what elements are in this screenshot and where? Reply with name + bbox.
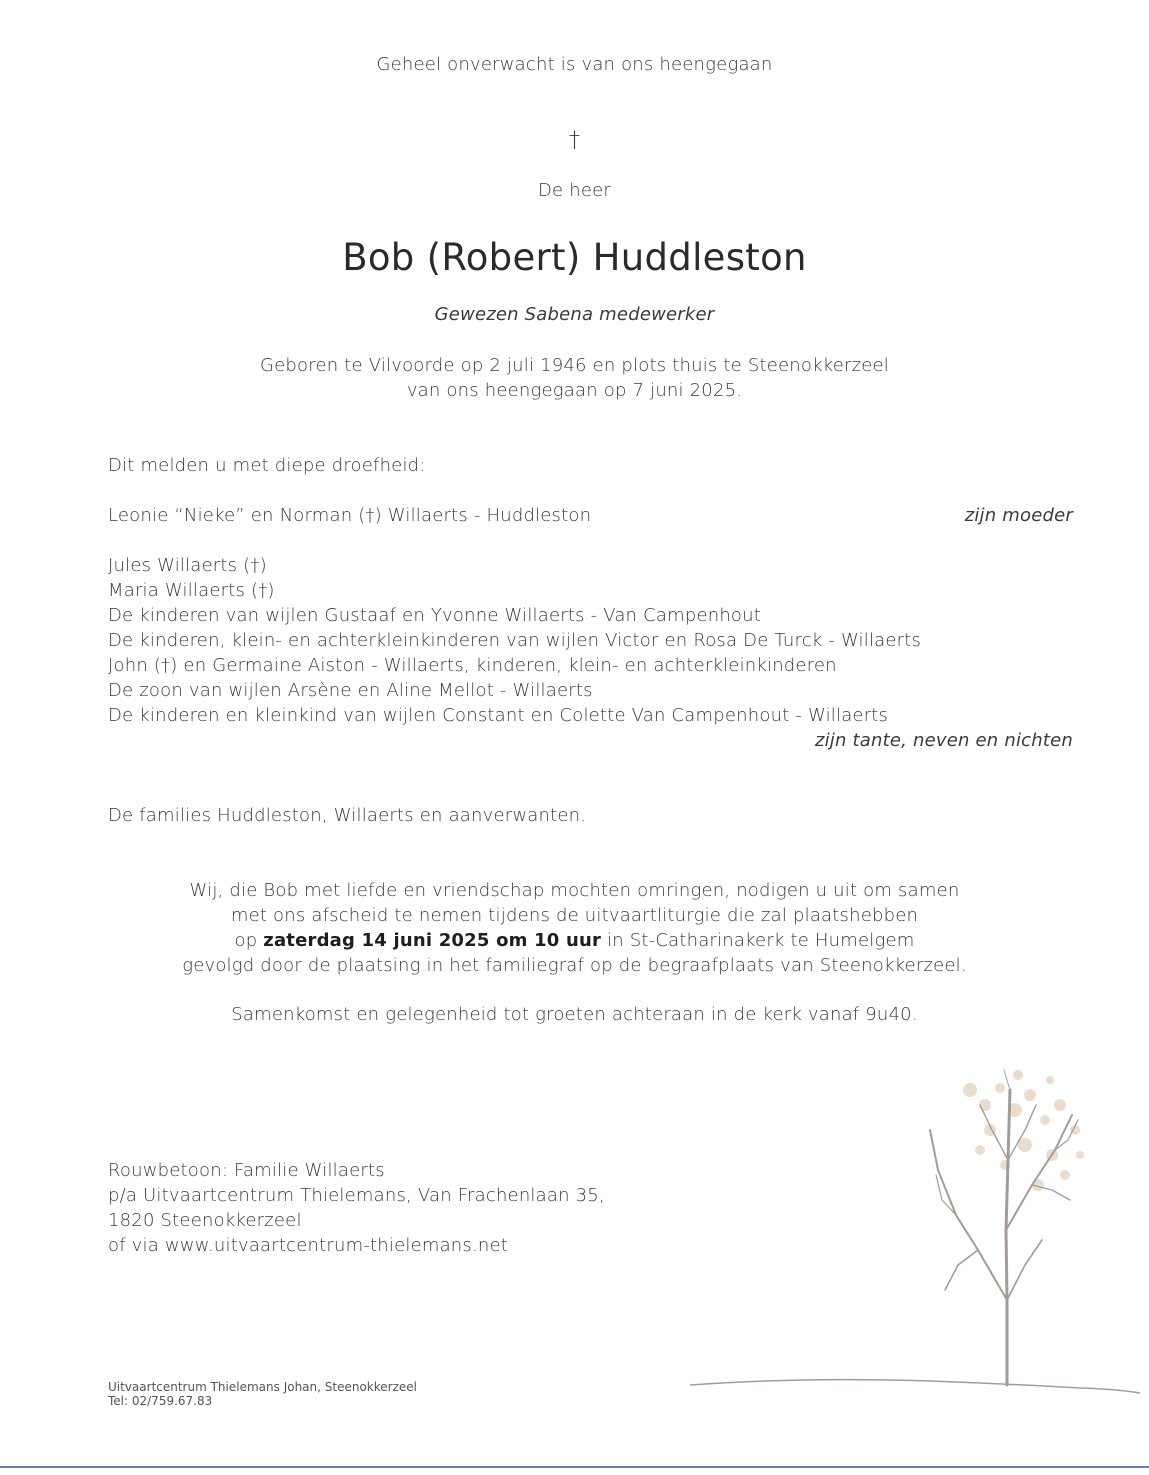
relative-line: De kinderen van wijlen Gustaaf en Yvonne Willaerts - Van Campenhout [108,605,762,626]
invitation-line-4: gevolgd door de plaatsing in het familiegraf op de begraafplaats van Steenokkerzeel. [182,955,967,976]
footer-phone: Tel: 02/759.67.83 [108,1394,213,1408]
relative-line: De zoon van wijlen Arsène en Aline Mellot - Willaerts [108,680,593,701]
tree-illustration-icon [680,1050,1149,1410]
mother-line: Leonie “Nieke” en Norman (†) Willaerts - Huddleston [108,505,592,526]
invitation-location: in St-Catharinakerk te Humelgem [607,930,915,951]
relative-line: De kinderen en kleinkind van wijlen Constant en Colette Van Campenhout - Willaerts [108,705,889,726]
families-line: De families Huddleston, Willaerts en aanverwanten. [108,805,587,826]
relatives-role: zijn tante, neven en nichten [814,730,1073,751]
announcement-intro: Dit melden u met diepe droefheid: [108,455,426,476]
relative-line: Maria Willaerts (†) [108,580,275,601]
invitation-line-1: Wij, die Bob met liefde en vriendschap mochten omringen, nodigen u uit om samen [189,880,960,901]
condolences-line-1: Rouwbetoon: Familie Willaerts [108,1160,385,1181]
invitation-line-3 [0,930,1149,951]
mother-role: zijn moeder [964,505,1073,526]
occupation: Gewezen Sabena medewerker [434,304,715,325]
gathering-line: Samenkomst en gelegenheid tot groeten achteraan in de kerk vanaf 9u40. [231,1004,918,1025]
condolences-website: of via www.uitvaartcentrum-thielemans.net [108,1235,509,1256]
birth-line-2: van ons heengegaan op 7 juni 2025. [406,380,743,401]
intro-text: Geheel onverwacht is van ons heengegaan [376,54,773,75]
bottom-rule [0,1466,1149,1468]
birth-line-1: Geboren te Vilvoorde op 2 juli 1946 en plots thuis te Steenokkerzeel [260,355,889,376]
relative-line: John (†) en Germaine Aiston - Willaerts, kinderen, klein- en achterkleinkinderen [108,655,837,676]
invitation-prefix: op [234,930,258,951]
ground-line [690,1380,1140,1393]
tree-leaves [963,1070,1084,1191]
footer-company: Uitvaartcentrum Thielemans Johan, Steenokkerzeel [108,1380,417,1394]
relative-line: Jules Willaerts (†) [108,555,267,576]
cross-icon: † [569,128,580,153]
relative-line: De kinderen, klein- en achterkleinkinderen van wijlen Victor en Rosa De Turck - Willaerts [108,630,922,651]
invitation-line-2: met ons afscheid te nemen tijdens de uitvaartliturgie die zal plaatshebben [230,905,919,926]
deceased-name: Bob (Robert) Huddleston [342,236,807,279]
salutation: De heer [537,180,611,201]
condolences-line-3: 1820 Steenokkerzeel [108,1210,302,1231]
condolences-line-2: p/a Uitvaartcentrum Thielemans, Van Frachenlaan 35, [108,1185,605,1206]
tree-branches [930,1070,1078,1385]
funeral-date: zaterdag 14 juni 2025 om 10 uur [263,930,602,951]
